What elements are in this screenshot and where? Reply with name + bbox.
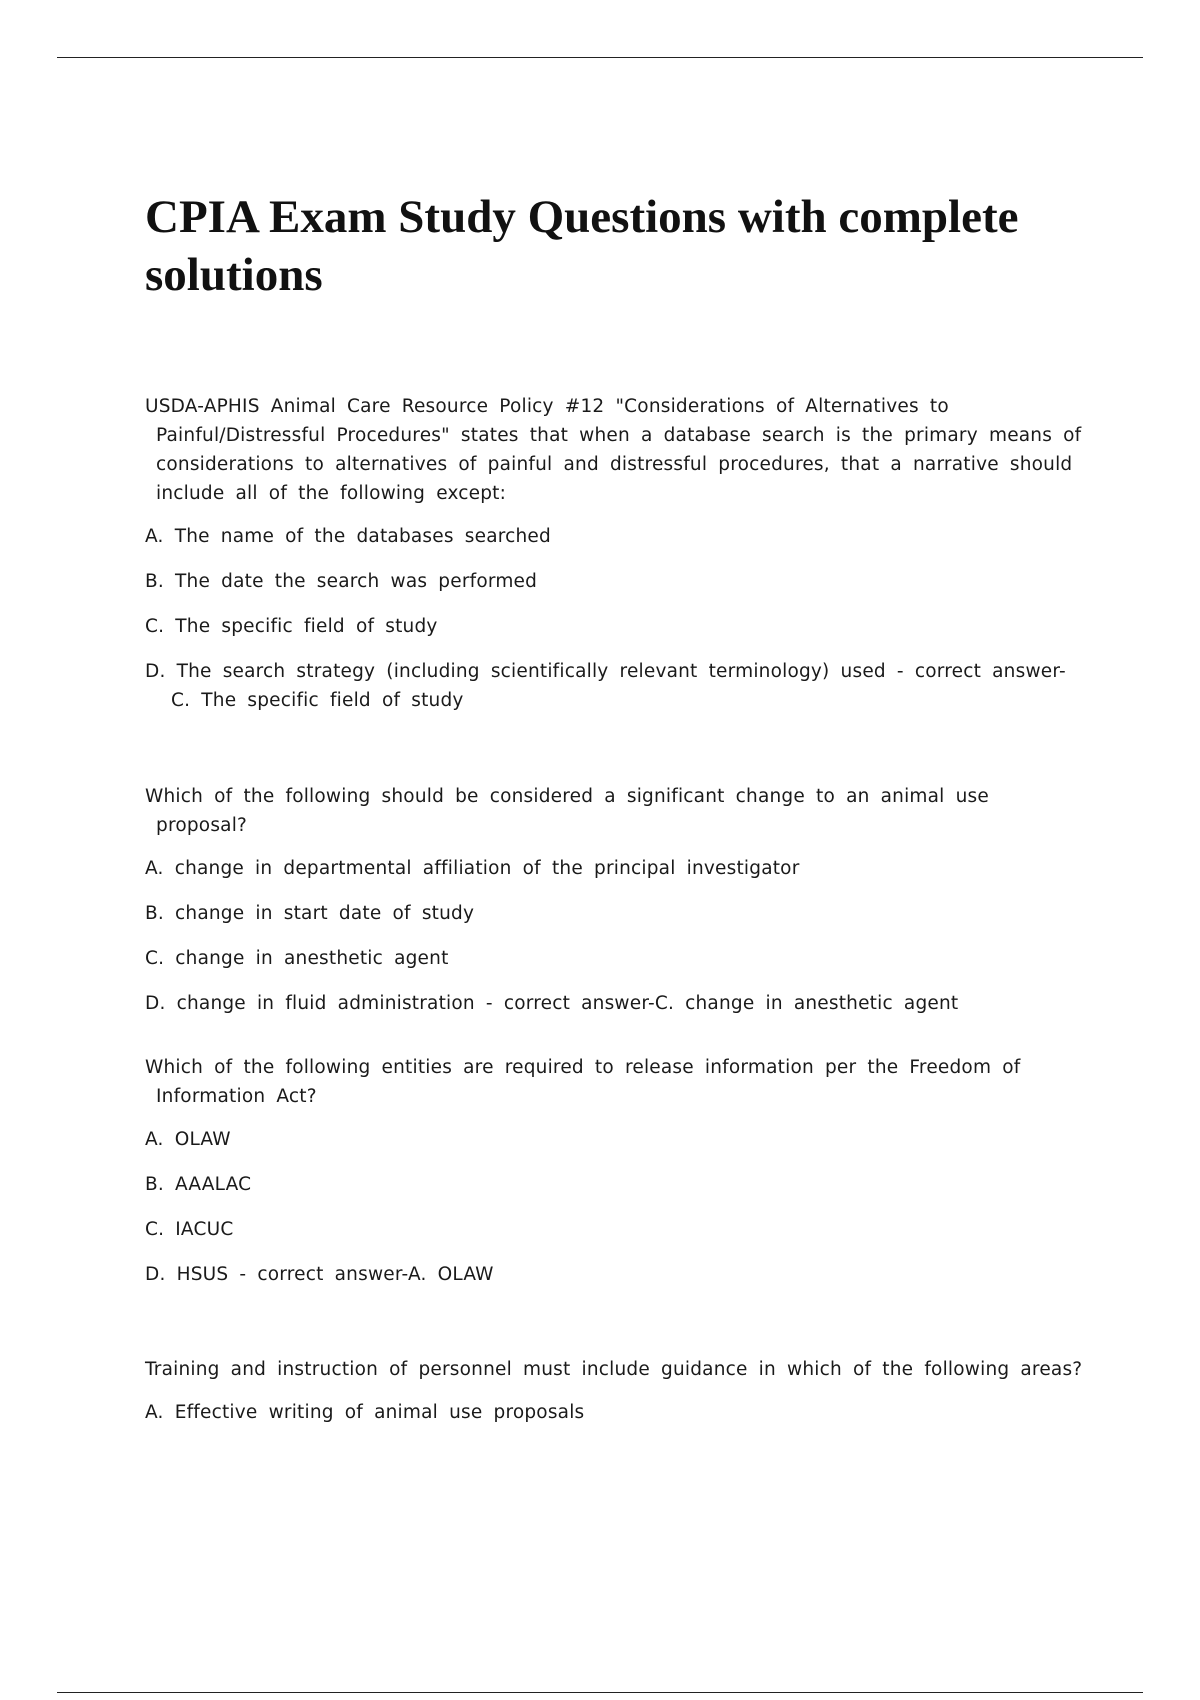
answer-option-c: C. change in anesthetic agent: [145, 948, 449, 969]
answer-option-c: C. The specific field of study: [145, 616, 438, 637]
answer-option-b: B. The date the search was performed: [145, 571, 538, 592]
answer-option-b: B. AAALAC: [145, 1174, 252, 1195]
document-title: CPIA Exam Study Questions with complete solutions: [145, 191, 1019, 301]
answer-option-a: A. The name of the databases searched: [145, 526, 551, 547]
question-block-3: [145, 1053, 1085, 1305]
answer-option-a: A. change in departmental affiliation of the principal investigator: [145, 858, 800, 879]
footer-rule: [57, 1692, 1143, 1693]
answer-option-c: C. IACUC: [145, 1219, 234, 1240]
question-text: Which of the following should be considered a significant change to an animal use proposal?: [145, 786, 989, 836]
answer-option-d-with-answer: D. HSUS - correct answer-A. OLAW: [145, 1264, 494, 1285]
answer-option-d-with-answer: D. The search strategy (including scientifically relevant terminology) used - correct answer-C. The specific field of study: [145, 661, 1066, 711]
question-text: Which of the following entities are required to release information per the Freedom of Information Act?: [145, 1057, 1021, 1107]
answer-option-b: B. change in start date of study: [145, 903, 475, 924]
question-block-2: [145, 782, 1085, 1034]
answer-option-a: A. OLAW: [145, 1129, 231, 1150]
question-block-4: [145, 1355, 1085, 1443]
answer-option-d-with-answer: D. change in fluid administration - correct answer-C. change in anesthetic agent: [145, 993, 959, 1014]
question-block-1: [145, 392, 1085, 731]
question-text: USDA-APHIS Animal Care Resource Policy #12 "Considerations of Alternatives to Painful/Distressful Procedures" states that when a database search is the primary means of considerations to alternatives of painful and distressful procedures, that a narrative should include all of the following except:: [145, 396, 1082, 504]
question-text: Training and instruction of personnel must include guidance in which of the following areas?: [145, 1359, 1083, 1380]
answer-option-a: A. Effective writing of animal use proposals: [145, 1402, 585, 1423]
header-rule: [57, 57, 1143, 58]
